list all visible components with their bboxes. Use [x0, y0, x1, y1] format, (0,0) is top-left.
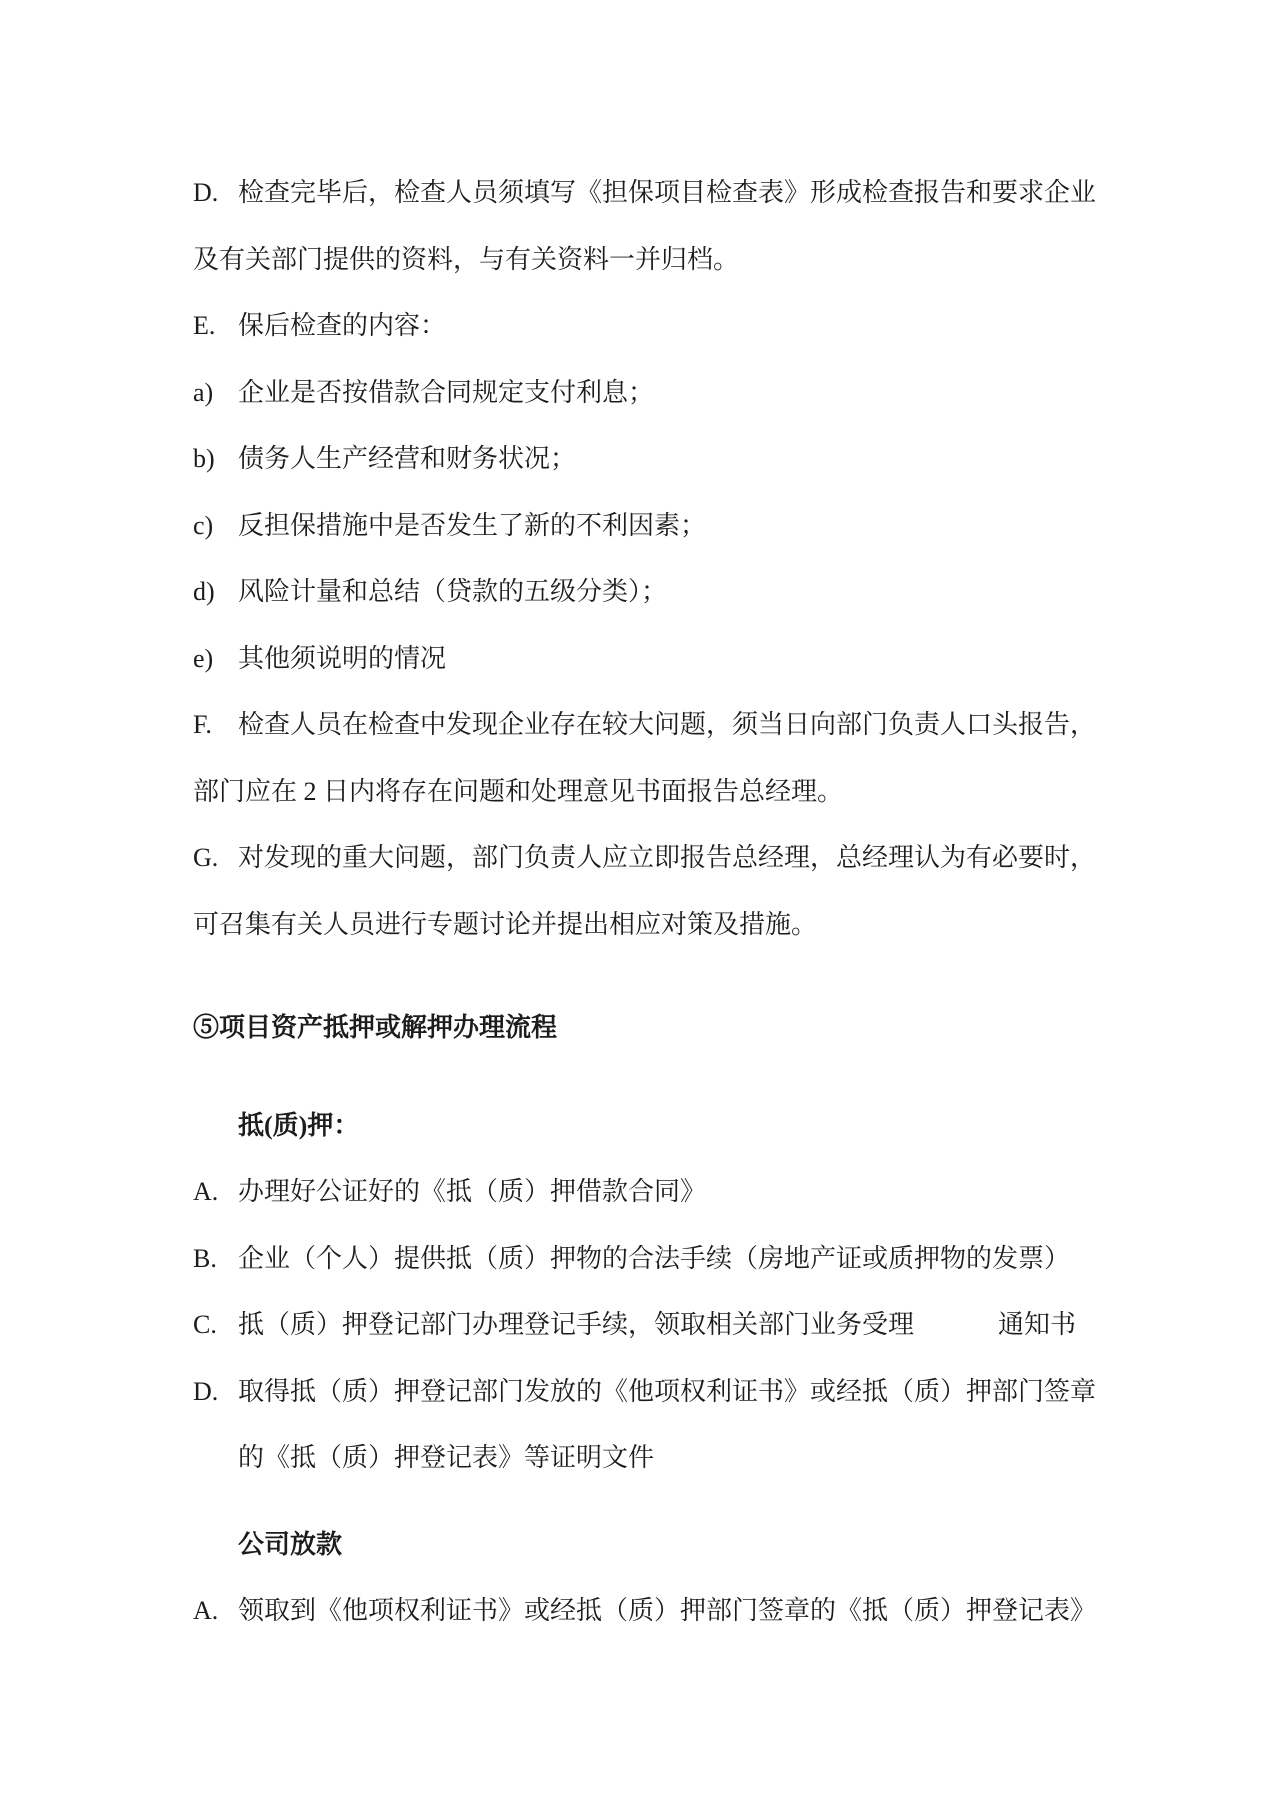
- sub-item-b-text: 债务人生产经营和财务状况；: [238, 444, 577, 473]
- section5-heading: [193, 995, 1180, 1062]
- item-e-marker: E.: [193, 311, 216, 340]
- lending-subheading: [193, 1512, 1180, 1579]
- item-d-text1: 检查完毕后，检查人员须填写《担保项目检查表》形成检查报告和要求企业: [238, 178, 1097, 207]
- item-d-text2: 及有关部门提供的资料，与有关资料一并归档。: [193, 244, 740, 274]
- item-d-marker: D.: [193, 178, 219, 207]
- mortgage-item-c-text1: 抵（质）押登记部门办理登记手续，领取相关部门业务受理: [238, 1310, 915, 1339]
- item-g-text2: 可召集有关人员进行专题讨论并提出相应对策及措施。: [193, 909, 818, 939]
- mortgage-item-d-line2: [193, 1425, 1180, 1492]
- item-g-marker: G.: [193, 843, 219, 872]
- item-g-text1: 对发现的重大问题，部门负责人应立即报告总经理，总经理认为有必要时，: [238, 843, 1097, 872]
- sub-item-a-marker: a): [193, 377, 214, 407]
- sub-item-e-marker: e): [193, 643, 214, 673]
- sub-item-a-text: 企业是否按借款合同规定支付利息；: [238, 377, 655, 407]
- sub-item-c: [193, 493, 1180, 560]
- mortgage-item-a-marker: A.: [193, 1177, 219, 1206]
- lending-item-a: [193, 1578, 1180, 1645]
- item-f-line2: [193, 759, 1180, 826]
- sub-item-e: [193, 626, 1180, 693]
- lending-subheading-text: 公司放款: [238, 1529, 343, 1559]
- section5-heading-text: ⑤项目资产抵押或解押办理流程: [193, 1013, 558, 1042]
- item-f-text2: 部门应在 2 日内将存在问题和处理意见书面报告总经理。: [193, 776, 844, 806]
- item-e-text: 保后检查的内容：: [238, 311, 447, 340]
- item-f-text1: 检查人员在检查中发现企业存在较大问题，须当日向部门负责人口头报告，: [238, 710, 1097, 739]
- mortgage-item-c-text2: 通知书: [998, 1310, 1077, 1339]
- sub-item-e-text: 其他须说明的情况: [238, 643, 447, 673]
- item-e-line: [193, 293, 1180, 360]
- sub-item-c-marker: c): [193, 510, 214, 540]
- item-g-line2: [193, 892, 1180, 959]
- sub-item-c-text: 反担保措施中是否发生了新的不利因素；: [238, 510, 707, 540]
- mortgage-subheading-text: 抵(质)押：: [238, 1110, 360, 1140]
- mortgage-subheading: [193, 1093, 1180, 1160]
- mortgage-item-b-marker: B.: [193, 1243, 217, 1273]
- sub-item-b: [193, 426, 1180, 493]
- mortgage-item-a-text: 办理好公证好的《抵（质）押借款合同》: [238, 1177, 707, 1206]
- mortgage-item-c-marker: C.: [193, 1310, 217, 1339]
- sub-item-a: [193, 360, 1180, 427]
- lending-item-a-marker: A.: [193, 1596, 219, 1625]
- mortgage-item-d-text1: 取得抵（质）押登记部门发放的《他项权利证书》或经抵（质）押部门签章: [238, 1376, 1097, 1406]
- sub-item-d: [193, 559, 1180, 626]
- item-d-line2: [193, 227, 1180, 294]
- item-d-line1: [193, 160, 1180, 227]
- sub-item-b-marker: b): [193, 444, 215, 473]
- mortgage-item-d-line1: [193, 1359, 1180, 1426]
- mortgage-item-c: [193, 1292, 1180, 1359]
- sub-item-d-text: 风险计量和总结（贷款的五级分类）；: [238, 577, 668, 606]
- item-g-line1: [193, 825, 1180, 892]
- mortgage-item-d-text2: 的《抵（质）押登记表》等证明文件: [238, 1443, 655, 1472]
- lending-item-a-text: 领取到《他项权利证书》或经抵（质）押部门签章的《抵（质）押登记表》: [238, 1596, 1097, 1625]
- item-f-line1: [193, 692, 1180, 759]
- mortgage-item-a: [193, 1159, 1180, 1226]
- sub-item-d-marker: d): [193, 577, 215, 606]
- mortgage-item-b-text: 企业（个人）提供抵（质）押物的合法手续（房地产证或质押物的发票）: [238, 1243, 1071, 1273]
- item-f-marker: F.: [193, 710, 212, 739]
- mortgage-item-d-marker: D.: [193, 1376, 219, 1406]
- mortgage-item-b: [193, 1226, 1180, 1293]
